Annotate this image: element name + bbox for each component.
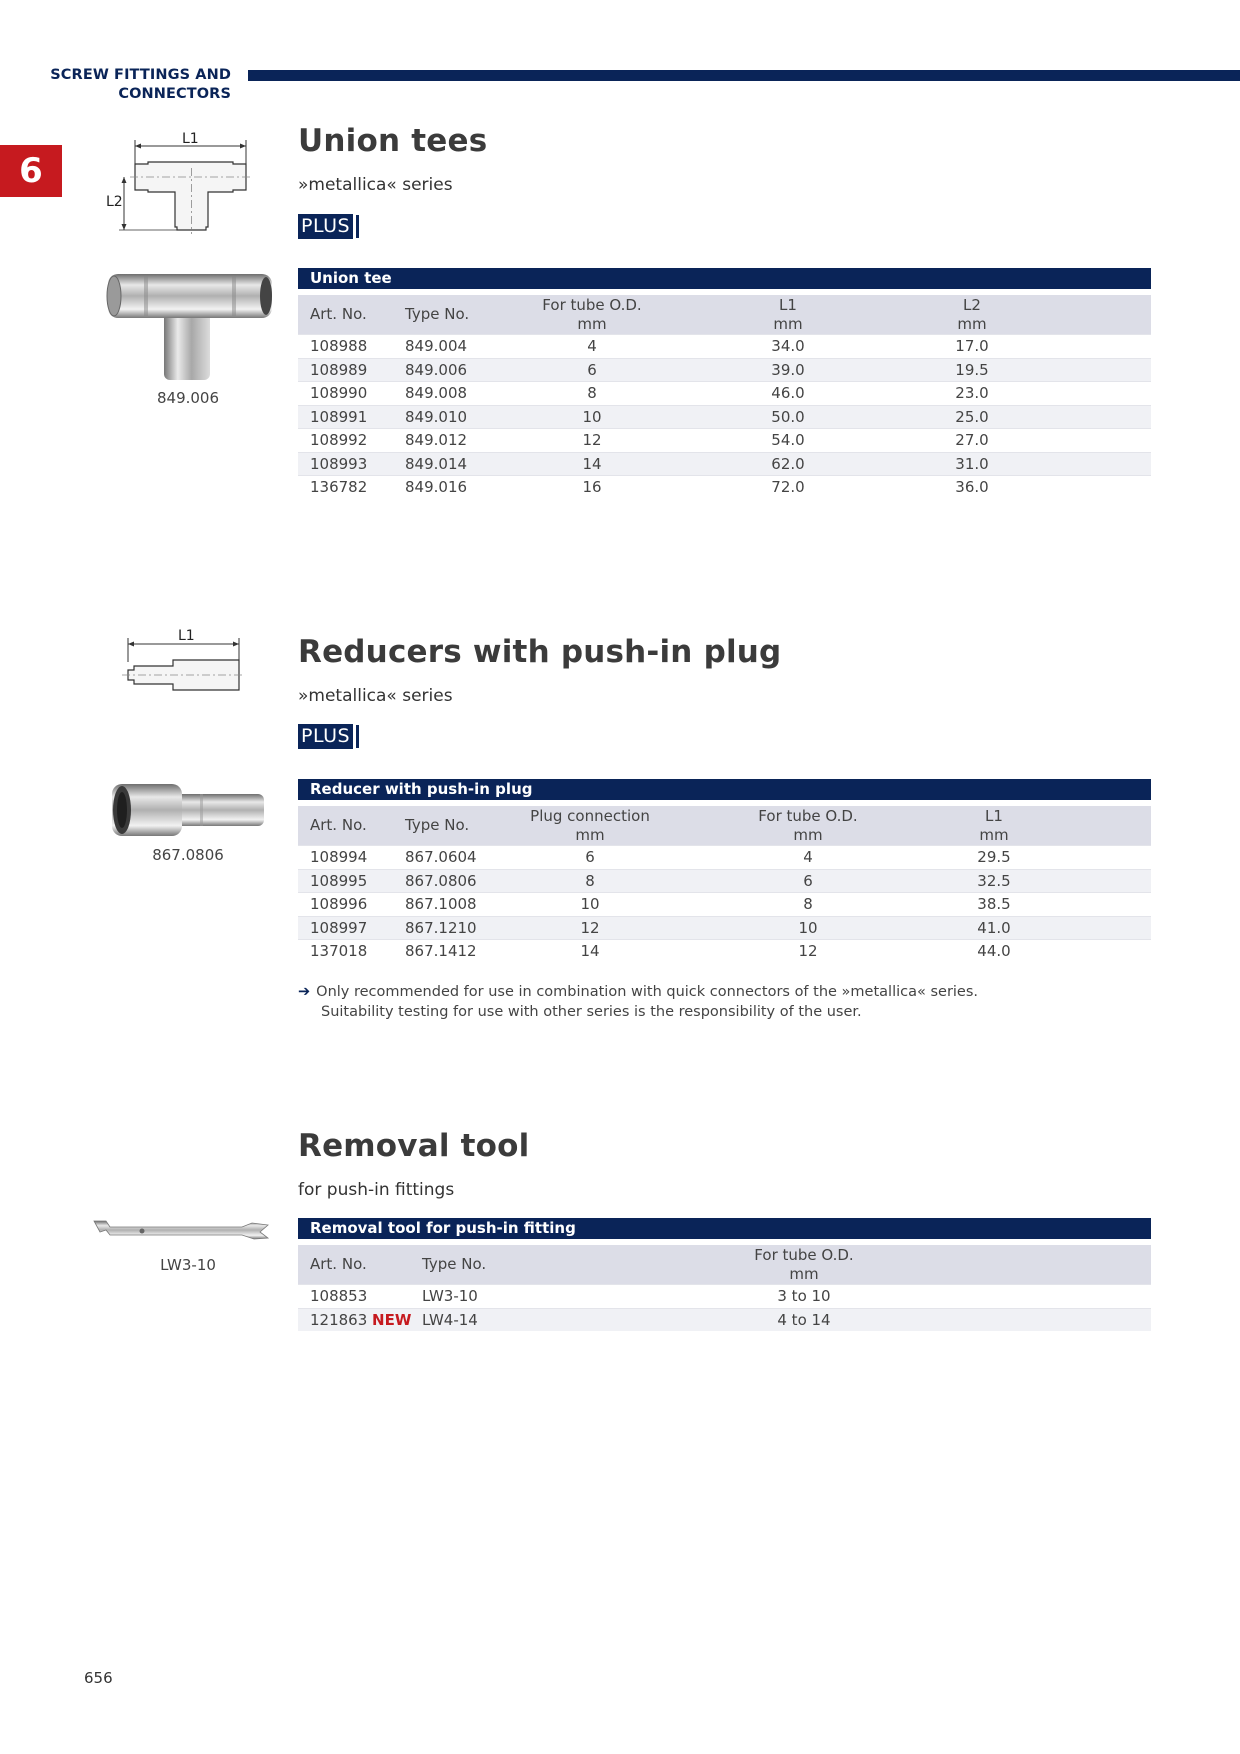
cell-type-no: 867.1008 (405, 895, 477, 913)
cell-l1: 50.0 (771, 407, 805, 426)
cell-art-no: 108988 (310, 337, 368, 355)
cell-tube-od: 4 (803, 848, 813, 866)
section-label-line1: SCREW FITTINGS AND (50, 67, 231, 83)
section-label-line2: CONNECTORS (118, 86, 231, 102)
cell-type-no: 849.006 (405, 360, 468, 379)
cell-plug-connection: 6 (585, 848, 595, 866)
new-badge: NEW (372, 1310, 412, 1329)
removal-tool-photo (92, 1218, 272, 1248)
col-l1: L1 mm (773, 295, 803, 333)
removal-tool-table-body (298, 1284, 1151, 1331)
cell-type-no: 867.0604 (405, 848, 477, 866)
union-tees-title: Union tees (298, 123, 488, 159)
cell-art-no: 108995 (310, 871, 368, 890)
col-type-no: Type No. (405, 305, 470, 323)
cell-l1: 54.0 (771, 431, 805, 449)
cell-tube-od: 12 (798, 942, 818, 960)
reducers-subtitle: »metallica« series (298, 686, 453, 706)
col-tube-od: For tube O.D. mm (542, 295, 642, 333)
removal-tool-table-header (298, 1245, 1151, 1284)
cell-art-no: 108853 (310, 1287, 368, 1305)
cell-art-no: 108992 (310, 431, 368, 449)
removal-tool-subtitle: for push-in fittings (298, 1180, 455, 1200)
reducer-photo (108, 782, 268, 838)
cell-art-no: 108997 (310, 918, 368, 937)
cell-type-no: 849.014 (405, 454, 468, 473)
reducer-table-body (298, 845, 1151, 963)
union-tees-subtitle: »metallica« series (298, 175, 453, 195)
cell-art-no: 121863 NEW (310, 1310, 412, 1329)
cell-tube-od: 8 (803, 895, 813, 913)
cell-tube-od: 8 (587, 384, 597, 402)
cell-l1: 41.0 (977, 918, 1011, 937)
union-tee-table-header (298, 295, 1151, 334)
cell-l1: 62.0 (771, 454, 805, 473)
table-row (298, 1284, 1151, 1308)
cell-type-no: 849.004 (405, 337, 468, 355)
chapter-tab[interactable]: 6 (0, 145, 62, 197)
cell-type-no: 849.012 (405, 431, 468, 449)
cell-l1: 38.5 (977, 895, 1011, 913)
table-row (298, 334, 1151, 358)
union-tee-dimension-drawing (100, 128, 260, 238)
cell-type-no: 849.008 (405, 384, 468, 402)
cell-l1: 34.0 (771, 337, 805, 355)
cell-l2: 27.0 (955, 431, 989, 449)
plus-badge-bar (356, 725, 359, 748)
cell-tube-od: 6 (587, 360, 597, 379)
cell-art-no: 108994 (310, 848, 368, 866)
plus-badge-label: PLUS (298, 214, 353, 239)
arrow-right-icon: ➔ (298, 984, 311, 1000)
reducer-table (298, 779, 1151, 963)
cell-l1: 39.0 (771, 360, 805, 379)
reducers-title: Reducers with push-in plug (298, 634, 782, 670)
removal-tool-table-title: Removal tool for push-in fitting (298, 1218, 1151, 1239)
plus-badge-bar (356, 215, 359, 238)
cell-tube-od: 14 (582, 454, 602, 473)
cell-tube-od: 4 (587, 337, 597, 355)
cell-l2: 25.0 (955, 407, 989, 426)
col-type-no: Type No. (422, 1255, 487, 1273)
cell-tube-od: 12 (582, 431, 602, 449)
cell-type-no: 849.016 (405, 478, 468, 496)
cell-tube-od: 4 to 14 (777, 1310, 831, 1329)
header-rule (248, 70, 1240, 81)
union-tee-table-body (298, 334, 1151, 499)
cell-type-no: 867.0806 (405, 871, 477, 890)
union-tee-photo (104, 268, 274, 386)
cell-tube-od: 10 (798, 918, 818, 937)
reducer-photo-caption: 867.0806 (152, 846, 224, 864)
drawing-label-l2: L2 (106, 194, 123, 210)
cell-tube-od: 3 to 10 (777, 1287, 831, 1305)
union-tee-table (298, 268, 1151, 499)
cell-tube-od: 16 (582, 478, 602, 496)
cell-type-no: 849.010 (405, 407, 468, 426)
col-plug-connection: Plug connection mm (530, 806, 650, 844)
cell-l2: 19.5 (955, 360, 989, 379)
cell-type-no: LW3-10 (422, 1287, 478, 1305)
cell-art-no: 108991 (310, 407, 368, 426)
col-tube-od: For tube O.D. mm (758, 806, 858, 844)
col-art-no: Art. No. (310, 305, 367, 323)
cell-art-no: 108990 (310, 384, 368, 402)
col-l2: L2 mm (957, 295, 987, 333)
table-row (298, 405, 1151, 429)
reducer-drawing-label-l1: L1 (178, 628, 195, 644)
cell-l1: 44.0 (977, 942, 1011, 960)
cell-type-no: 867.1210 (405, 918, 477, 937)
cell-l1: 46.0 (771, 384, 805, 402)
reducer-note (298, 982, 978, 1022)
cell-plug-connection: 14 (580, 942, 600, 960)
cell-type-no: 867.1412 (405, 942, 477, 960)
drawing-label-l1: L1 (182, 131, 199, 147)
cell-tube-od: 6 (803, 871, 813, 890)
cell-art-no: 136782 (310, 478, 368, 496)
table-row (298, 358, 1151, 382)
col-art-no: Art. No. (310, 816, 367, 834)
page-number: 656 (84, 1669, 113, 1687)
cell-plug-connection: 12 (580, 918, 600, 937)
cell-l2: 17.0 (955, 337, 989, 355)
table-row (298, 845, 1151, 869)
cell-plug-connection: 8 (585, 871, 595, 890)
union-tees-plus-badge (298, 214, 359, 239)
cell-type-no: LW4-14 (422, 1310, 478, 1329)
col-art-no: Art. No. (310, 1255, 367, 1273)
cell-l1: 29.5 (977, 848, 1011, 866)
table-row (298, 428, 1151, 452)
cell-l1: 32.5 (977, 871, 1011, 890)
cell-l2: 23.0 (955, 384, 989, 402)
table-row (298, 869, 1151, 893)
cell-l1: 72.0 (771, 478, 805, 496)
table-row (298, 892, 1151, 916)
table-row (298, 475, 1151, 499)
reducers-plus-badge (298, 724, 359, 749)
table-row (298, 1308, 1151, 1332)
cell-l2: 31.0 (955, 454, 989, 473)
cell-tube-od: 10 (582, 407, 602, 426)
col-type-no: Type No. (405, 816, 470, 834)
removal-tool-table (298, 1218, 1151, 1331)
table-row (298, 452, 1151, 476)
union-tee-photo-caption: 849.006 (156, 389, 220, 407)
cell-plug-connection: 10 (580, 895, 600, 913)
cell-art-no: 137018 (310, 942, 368, 960)
reducer-note-line2: Suitability testing for use with other series is the responsibility of the user. (321, 1004, 862, 1020)
plus-badge-label: PLUS (298, 724, 353, 749)
col-tube-od: For tube O.D. mm (754, 1245, 854, 1283)
table-row (298, 381, 1151, 405)
union-tee-table-title: Union tee (298, 268, 1151, 289)
reducer-table-title: Reducer with push-in plug (298, 779, 1151, 800)
cell-art-no: 108993 (310, 454, 368, 473)
section-label (40, 66, 231, 104)
cell-l2: 36.0 (955, 478, 989, 496)
removal-tool-photo-caption: LW3-10 (160, 1256, 216, 1274)
cell-art-no: 108989 (310, 360, 368, 379)
removal-tool-title: Removal tool (298, 1128, 530, 1164)
cell-art-no: 108996 (310, 895, 368, 913)
col-l1: L1 mm (979, 806, 1009, 844)
table-row (298, 916, 1151, 940)
reducer-note-line1: ➔ Only recommended for use in combination with quick connectors of the »metallica« series. (298, 984, 979, 1000)
table-row (298, 939, 1151, 963)
reducer-table-header (298, 806, 1151, 845)
